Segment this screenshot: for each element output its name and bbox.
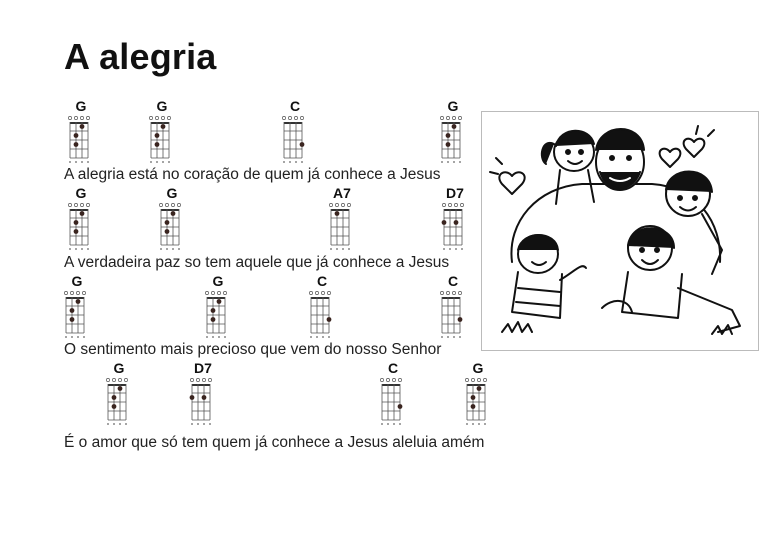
finger-dot (165, 229, 170, 234)
chord-name: C (289, 98, 301, 114)
jesus-with-children-drawing (481, 111, 759, 351)
chord-name: G (472, 360, 484, 376)
lyric-line: A verdadeira paz so tem aquele que já conhece a Jesus (64, 254, 450, 271)
finger-dot (190, 395, 195, 400)
chord-grid (62, 287, 92, 341)
finger-dot (211, 308, 216, 313)
chord-grid (66, 199, 96, 253)
finger-dot (155, 133, 160, 138)
chord-name: C (316, 273, 328, 289)
finger-dot (446, 133, 451, 138)
finger-dot (211, 317, 216, 322)
finger-dot (471, 404, 476, 409)
finger-dot (74, 229, 79, 234)
finger-dot (335, 211, 340, 216)
finger-dot (74, 220, 79, 225)
chord-name: G (212, 273, 224, 289)
finger-dot (202, 395, 207, 400)
finger-dot (76, 299, 81, 304)
chord-grid (378, 374, 408, 428)
chord-grid (327, 199, 357, 253)
chord-grid (280, 112, 310, 166)
finger-dot (454, 220, 459, 225)
lyric-line: É o amor que só tem quem já conhece a Jesus aleluia amém (64, 434, 485, 451)
illustration-art (482, 112, 758, 350)
chord-grid (438, 287, 468, 341)
chord-name: G (156, 98, 168, 114)
chord-name: C (387, 360, 399, 376)
chord-name: G (166, 185, 178, 201)
chord-grid (188, 374, 218, 428)
finger-dot (398, 404, 403, 409)
finger-dot (171, 211, 176, 216)
chord-name: G (75, 185, 87, 201)
finger-dot (74, 142, 79, 147)
finger-dot (300, 142, 305, 147)
finger-dot (155, 142, 160, 147)
chord-grid (307, 287, 337, 341)
finger-dot (112, 404, 117, 409)
chord-name: A7 (333, 185, 351, 201)
chord-grid (463, 374, 493, 428)
finger-dot (446, 142, 451, 147)
lyric-line: A alegria está no coração de quem já conhece a Jesus (64, 166, 441, 183)
chord-name: C (447, 273, 459, 289)
chord-grid (147, 112, 177, 166)
finger-dot (70, 308, 75, 313)
chord-grid (157, 199, 187, 253)
chord-name: D7 (194, 360, 212, 376)
finger-dot (80, 124, 85, 129)
lyric-line: O sentimento mais precioso que vem do nosso Senhor (64, 341, 442, 358)
chord-name: D7 (446, 185, 464, 201)
chord-grid (438, 112, 468, 166)
finger-dot (74, 133, 79, 138)
finger-dot (112, 395, 117, 400)
finger-dot (477, 386, 482, 391)
chord-grid (440, 199, 470, 253)
chord-name: G (447, 98, 459, 114)
finger-dot (458, 317, 463, 322)
chord-grid (104, 374, 134, 428)
finger-dot (217, 299, 222, 304)
finger-dot (161, 124, 166, 129)
chord-grid (203, 287, 233, 341)
finger-dot (70, 317, 75, 322)
song-title: A alegria (64, 36, 217, 77)
finger-dot (452, 124, 457, 129)
chord-name: G (113, 360, 125, 376)
finger-dot (442, 220, 447, 225)
finger-dot (118, 386, 123, 391)
finger-dot (165, 220, 170, 225)
chord-name: G (75, 98, 87, 114)
chord-grid (66, 112, 96, 166)
finger-dot (80, 211, 85, 216)
finger-dot (471, 395, 476, 400)
finger-dot (327, 317, 332, 322)
chord-name: G (71, 273, 83, 289)
